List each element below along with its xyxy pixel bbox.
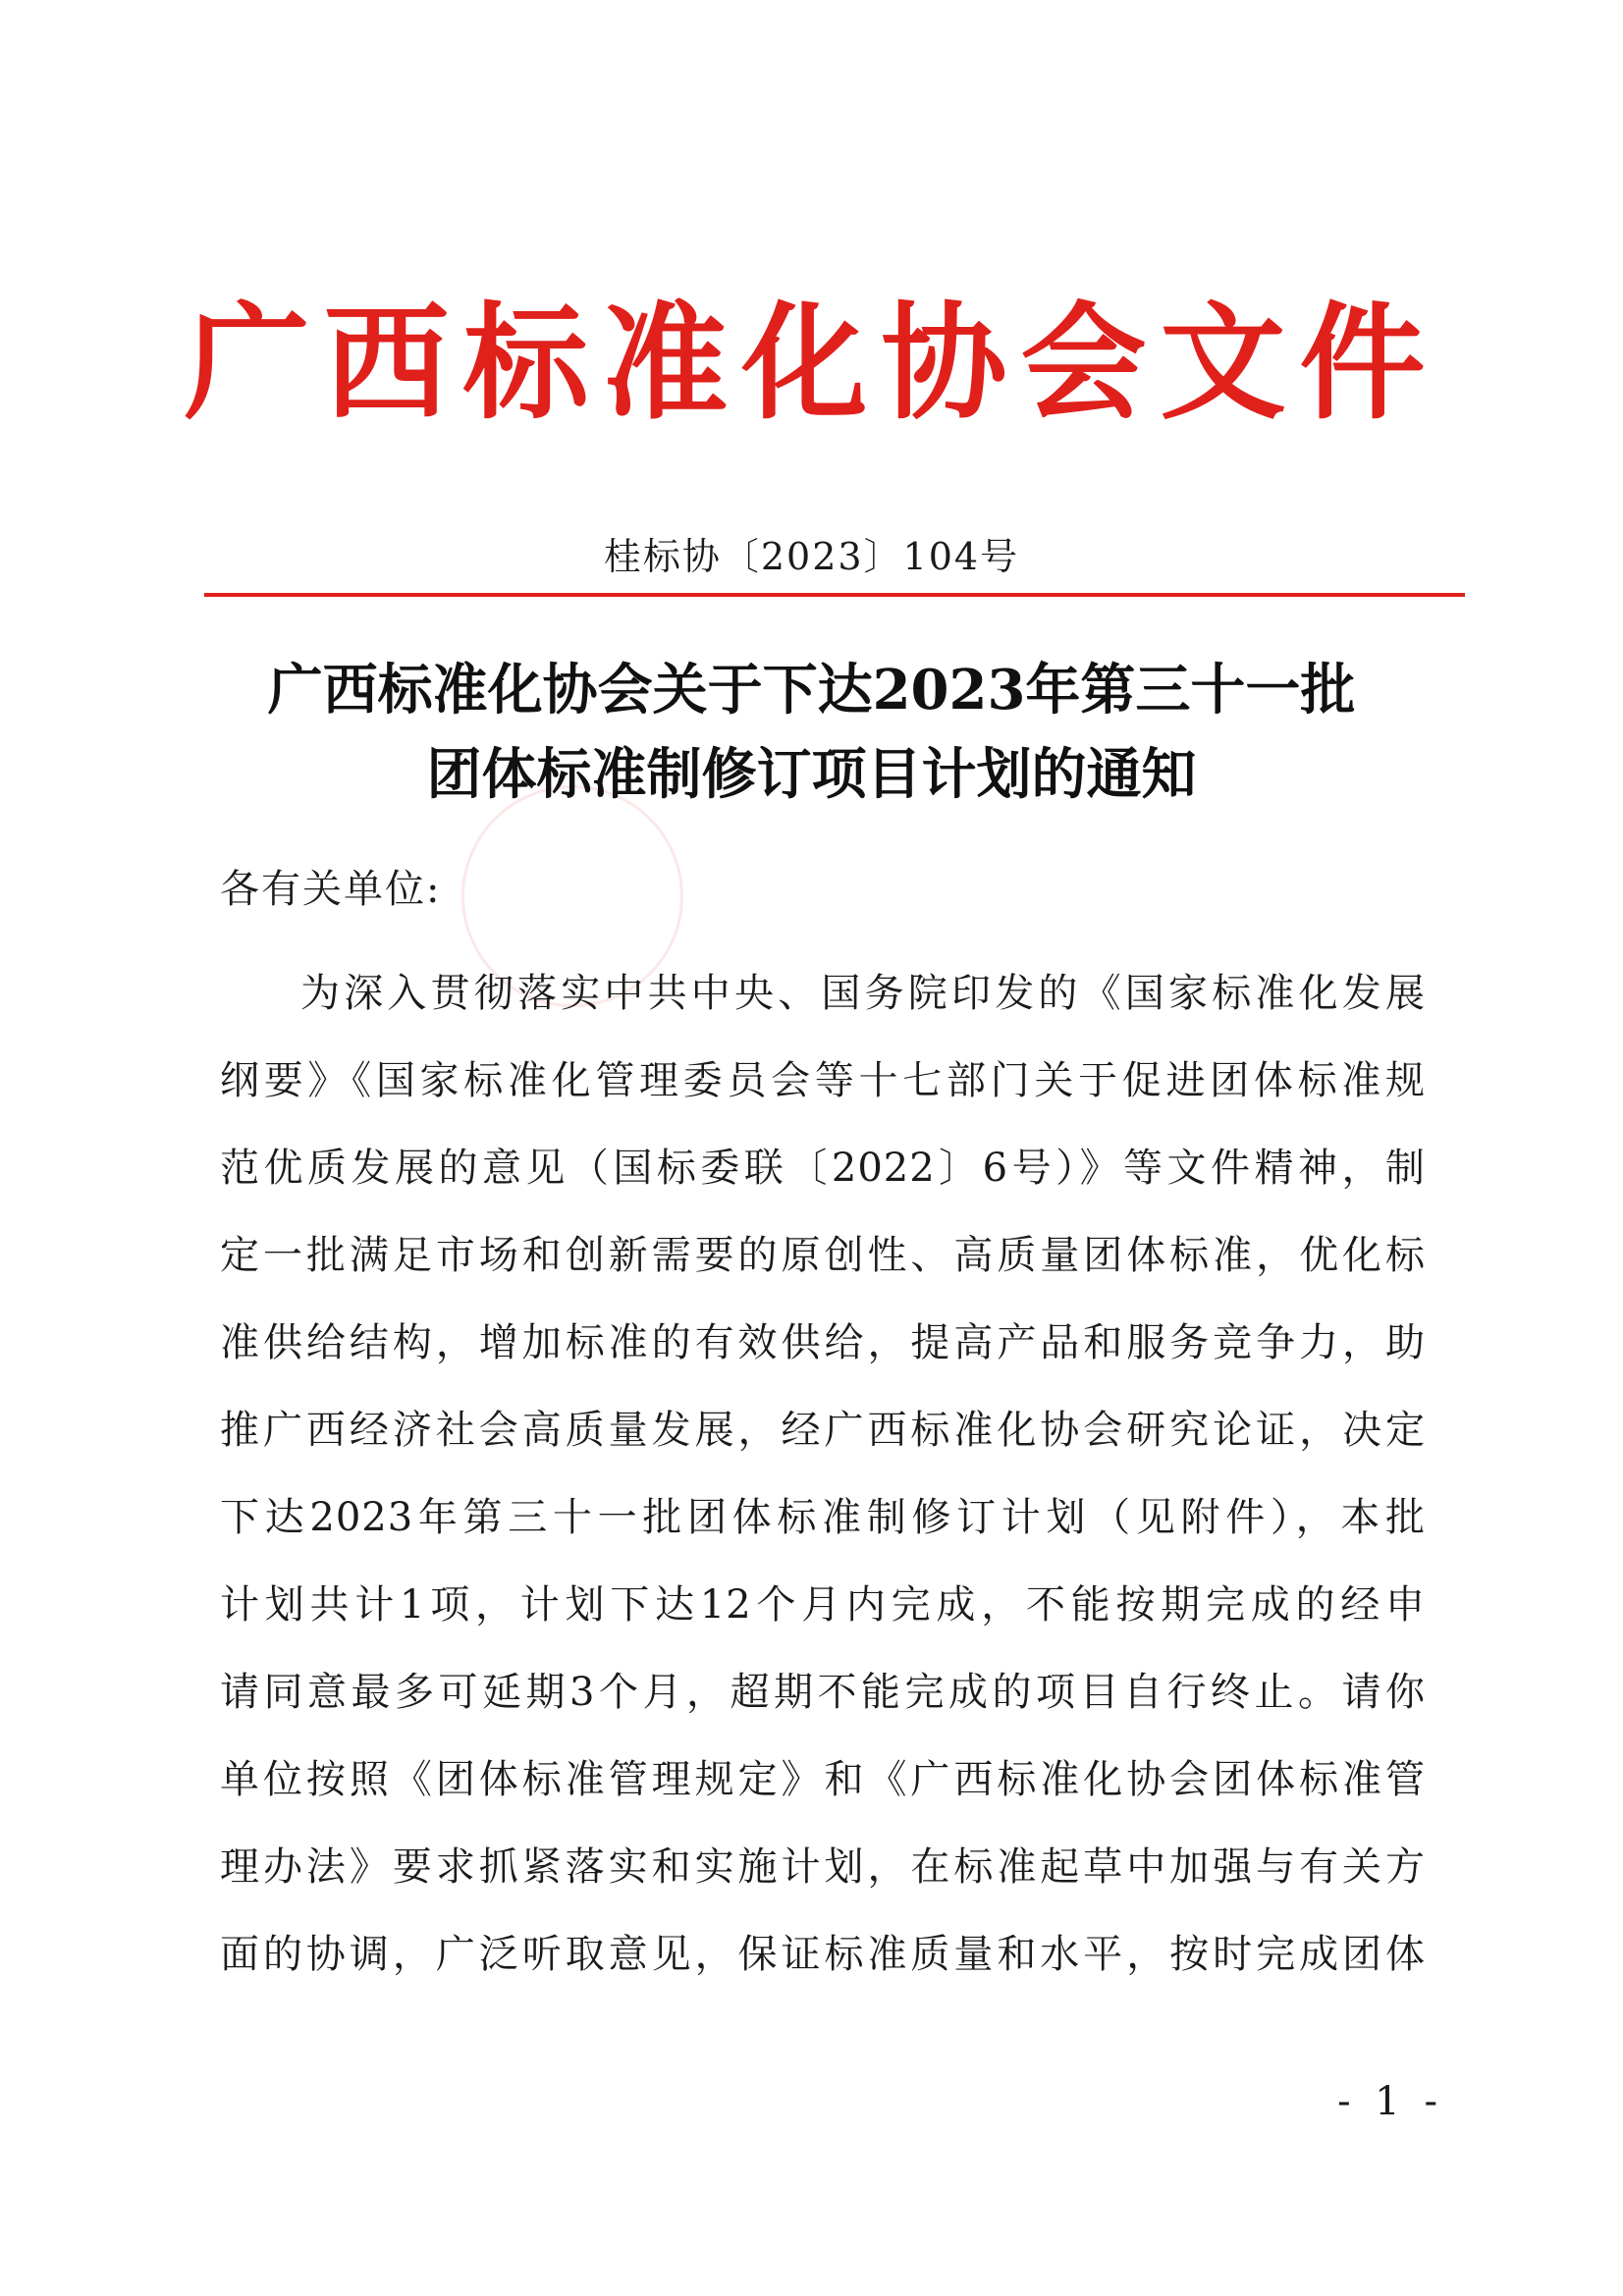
body-line: 单位按照《团体标准管理规定》和《广西标准化协会团体标准管 [220, 1757, 1426, 1802]
salutation: 各有关单位: [220, 867, 442, 912]
body-paragraph [220, 950, 1426, 1999]
page-number: - 1 - [1337, 2079, 1443, 2124]
body-line: 推广西经济社会高质量发展，经广西标准化协会研究论证，决定 [220, 1408, 1426, 1453]
body-line: 下达2023年第三十一批团体标准制修订计划（见附件），本批 [220, 1495, 1426, 1540]
document-number: 桂标协〔2023〕104号 [603, 535, 1020, 578]
body-line: 理办法》要求抓紧落实和实施计划，在标准起草中加强与有关方 [220, 1844, 1426, 1890]
body-line: 请同意最多可延期3个月，超期不能完成的项目自行终止。请你 [220, 1670, 1426, 1715]
red-divider-line [204, 593, 1465, 597]
body-line: 面的协调，广泛听取意见，保证标准质量和水平，按时完成团体 [220, 1932, 1426, 1977]
body-line: 准供给结构，增加标准的有效供给，提高产品和服务竞争力，助 [220, 1320, 1426, 1365]
body-line: 纲要》《国家标准化管理委员会等十七部门关于促进团体标准规 [220, 1058, 1426, 1103]
body-line: 定一批满足市场和创新需要的原创性、高质量团体标准，优化标 [220, 1233, 1426, 1278]
body-line: 为深入贯彻落实中共中央、国务院印发的《国家标准化发展 [300, 971, 1426, 1016]
body-line: 计划共计1项，计划下达12个月内完成，不能按期完成的经申 [220, 1582, 1426, 1628]
notice-title-line-1: 广西标准化协会关于下达2023年第三十一批 [267, 658, 1356, 722]
notice-title-line-2: 团体标准制修订项目计划的通知 [426, 742, 1197, 807]
body-line: 范优质发展的意见（国标委联〔2022〕6号）》等文件精神，制 [220, 1146, 1426, 1191]
masthead-title: 广西标准化协会文件 [184, 290, 1439, 437]
notice-title [0, 648, 1623, 817]
